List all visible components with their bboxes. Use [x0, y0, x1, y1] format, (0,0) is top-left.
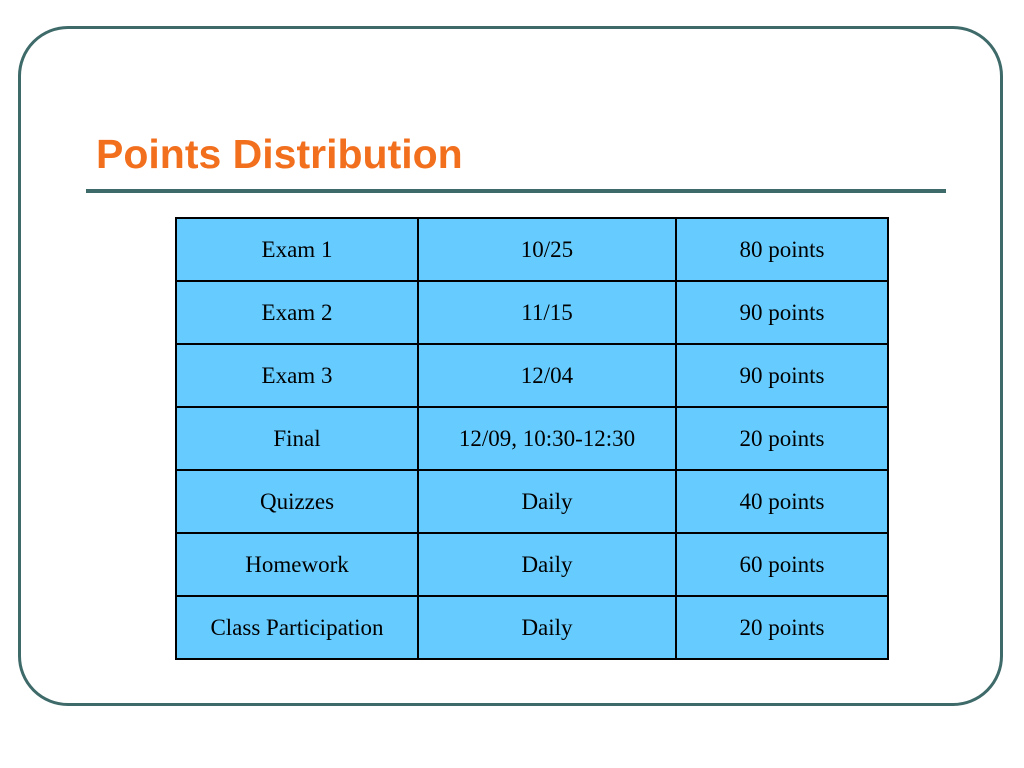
- points-cell: 20 points: [676, 596, 888, 659]
- slide-title: Points Distribution: [96, 131, 463, 177]
- points-cell: 60 points: [676, 533, 888, 596]
- points-cell: 90 points: [676, 344, 888, 407]
- date-cell: Daily: [418, 596, 676, 659]
- table-row: [176, 281, 888, 344]
- table-row: [176, 596, 888, 659]
- table-row: [176, 218, 888, 281]
- date-cell: 12/09, 10:30-12:30: [418, 407, 676, 470]
- date-cell: 11/15: [418, 281, 676, 344]
- item-cell: Quizzes: [176, 470, 418, 533]
- date-cell: 12/04: [418, 344, 676, 407]
- points-cell: 90 points: [676, 281, 888, 344]
- date-cell: 10/25: [418, 218, 676, 281]
- item-cell: Exam 1: [176, 218, 418, 281]
- item-cell: Exam 2: [176, 281, 418, 344]
- title-underline: [86, 189, 946, 193]
- item-cell: Homework: [176, 533, 418, 596]
- points-cell: 40 points: [676, 470, 888, 533]
- item-cell: Exam 3: [176, 344, 418, 407]
- table-row: [176, 533, 888, 596]
- points-table: [175, 217, 889, 660]
- points-cell: 80 points: [676, 218, 888, 281]
- date-cell: Daily: [418, 470, 676, 533]
- points-cell: 20 points: [676, 407, 888, 470]
- table-row: [176, 470, 888, 533]
- table-row: [176, 407, 888, 470]
- item-cell: Final: [176, 407, 418, 470]
- date-cell: Daily: [418, 533, 676, 596]
- table-row: [176, 344, 888, 407]
- item-cell: Class Participation: [176, 596, 418, 659]
